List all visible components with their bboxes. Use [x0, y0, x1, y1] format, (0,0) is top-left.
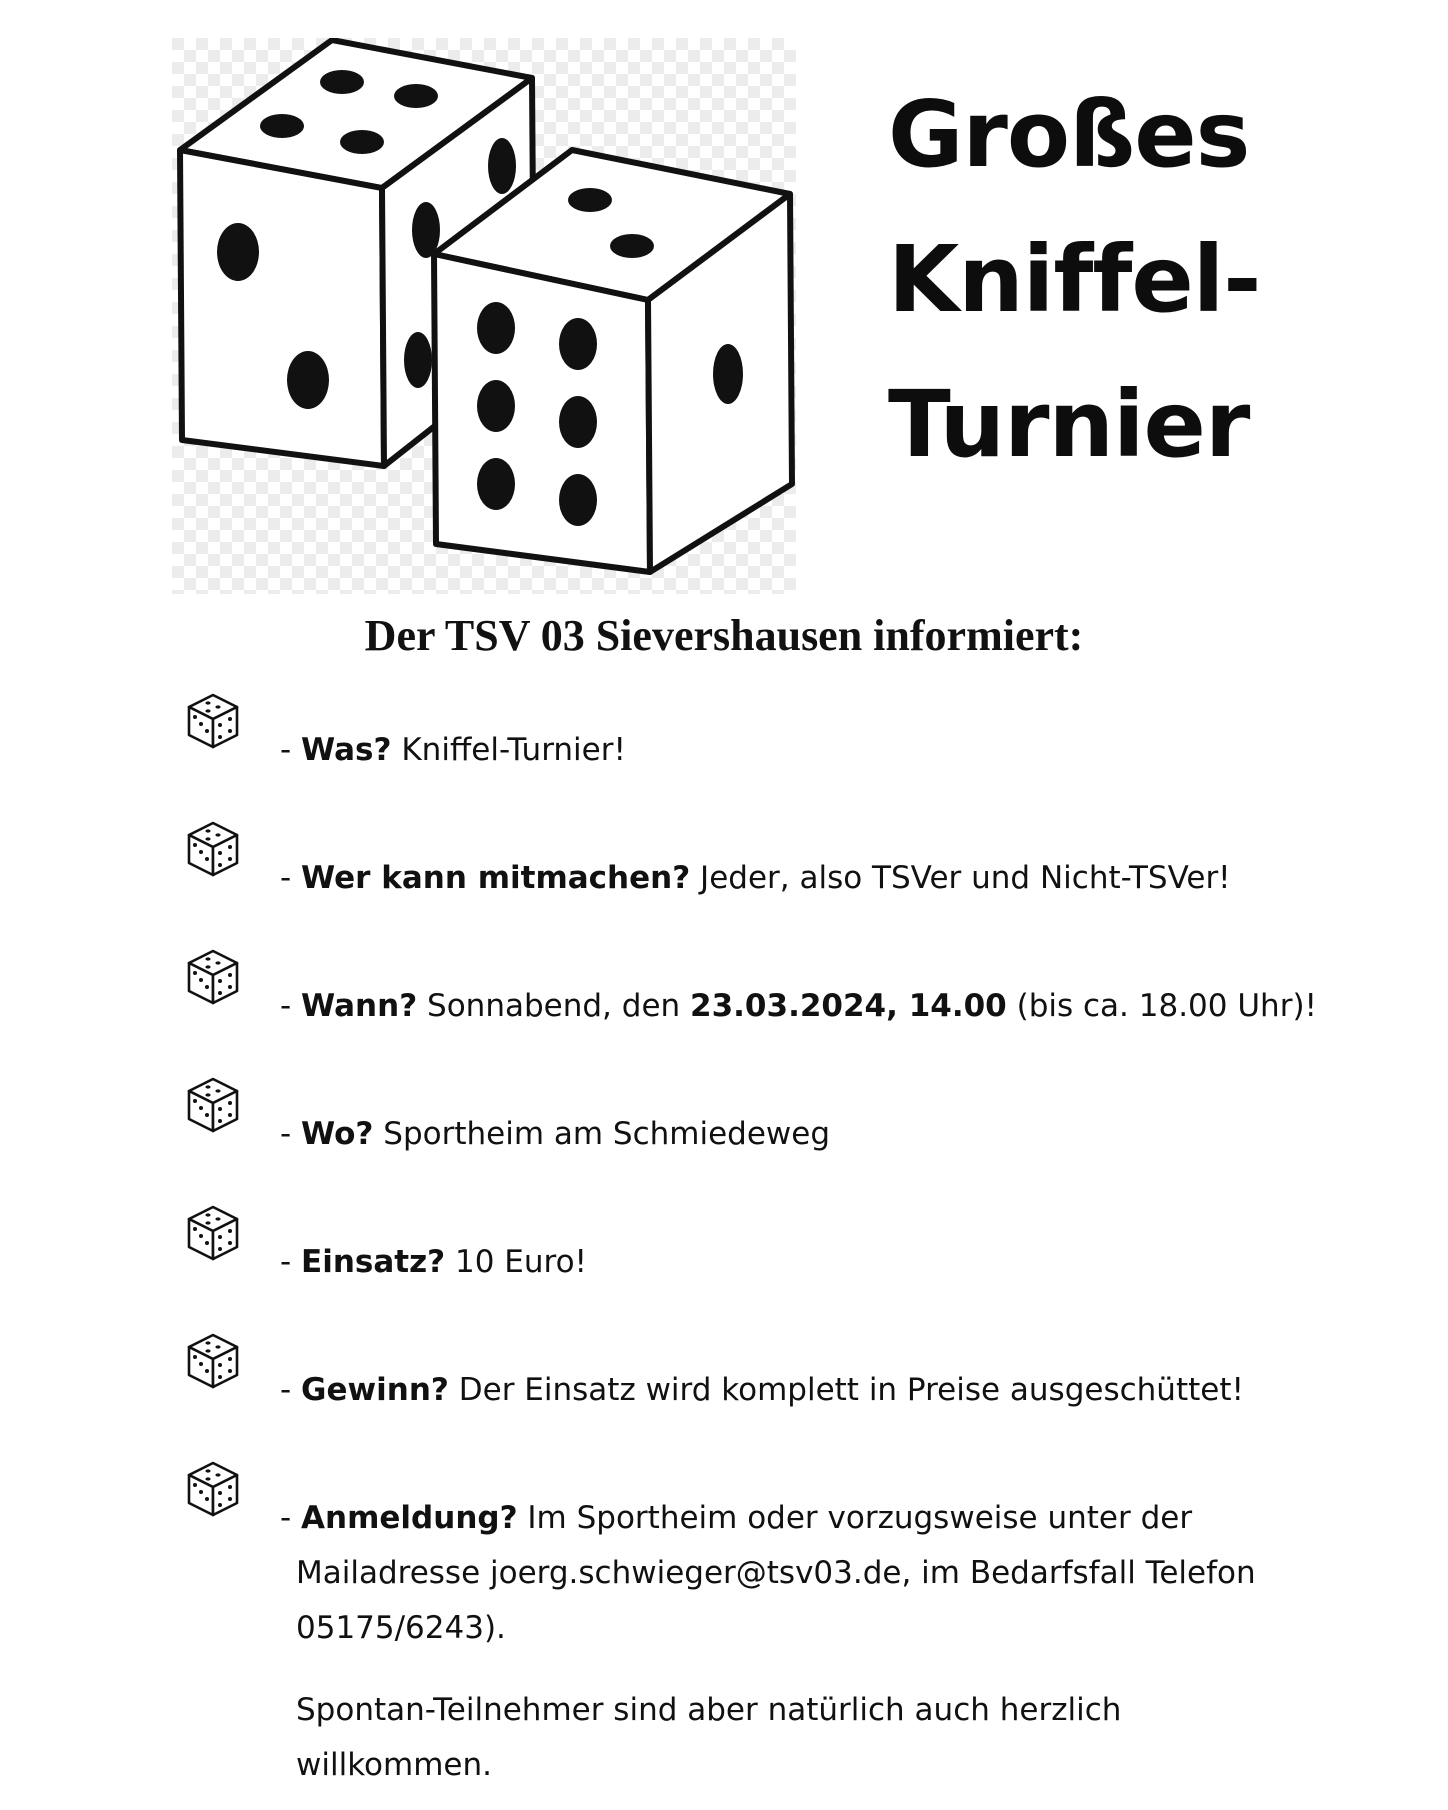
item-label: Wo?	[301, 1116, 374, 1152]
closing-note: willkommen.	[296, 1747, 492, 1783]
item-label: Gewinn?	[301, 1372, 449, 1408]
die-icon	[186, 1076, 240, 1134]
die-icon	[186, 1204, 240, 1262]
item-prefix: -	[280, 988, 302, 1024]
die-icon	[186, 1460, 240, 1518]
title-line: Großes	[888, 81, 1250, 188]
item-continuation: 05175/6243).	[296, 1610, 506, 1646]
item-label: Einsatz?	[301, 1244, 446, 1280]
item-label: Was?	[301, 732, 392, 768]
item-text: Der Einsatz wird komplett in Preise ausgeschüttet!	[448, 1372, 1244, 1408]
item-prefix: -	[280, 1372, 302, 1408]
item-text: Im Sportheim oder vorzugsweise unter der	[517, 1500, 1193, 1536]
die-icon	[186, 948, 240, 1006]
subtitle: Der TSV 03 Sievershausen informiert:	[364, 611, 1084, 660]
item-prefix: -	[280, 1116, 302, 1152]
item-text: (bis ca. 18.00 Uhr)!	[1006, 988, 1317, 1024]
item-text: Kniffel-Turnier!	[391, 732, 626, 768]
item-label: Wer kann mitmachen?	[301, 860, 691, 896]
item-text: 10 Euro!	[445, 1244, 587, 1280]
item-prefix: -	[280, 1500, 302, 1536]
title-line: Turnier	[888, 371, 1250, 478]
item-text: Sportheim am Schmiedeweg	[373, 1116, 831, 1152]
event-date: 23.03.2024, 14.00	[690, 988, 1007, 1024]
die-icon	[186, 820, 240, 878]
item-continuation: Mailadresse joerg.schwieger@tsv03.de, im Bedarfsfall Telefon	[296, 1555, 1256, 1591]
item-prefix: -	[280, 732, 302, 768]
title-line: Kniffel-	[888, 226, 1261, 333]
item-prefix: -	[280, 1244, 302, 1280]
die-icon	[186, 692, 240, 750]
closing-note: Spontan-Teilnehmer sind aber natürlich auch herzlich	[296, 1692, 1122, 1728]
item-text: Jeder, also TSVer und Nicht-TSVer!	[690, 860, 1231, 896]
item-text: Sonnabend, den	[417, 988, 691, 1024]
item-label: Wann?	[301, 988, 418, 1024]
item-prefix: -	[280, 860, 302, 896]
item-label: Anmeldung?	[301, 1500, 518, 1536]
die-icon	[186, 1332, 240, 1390]
